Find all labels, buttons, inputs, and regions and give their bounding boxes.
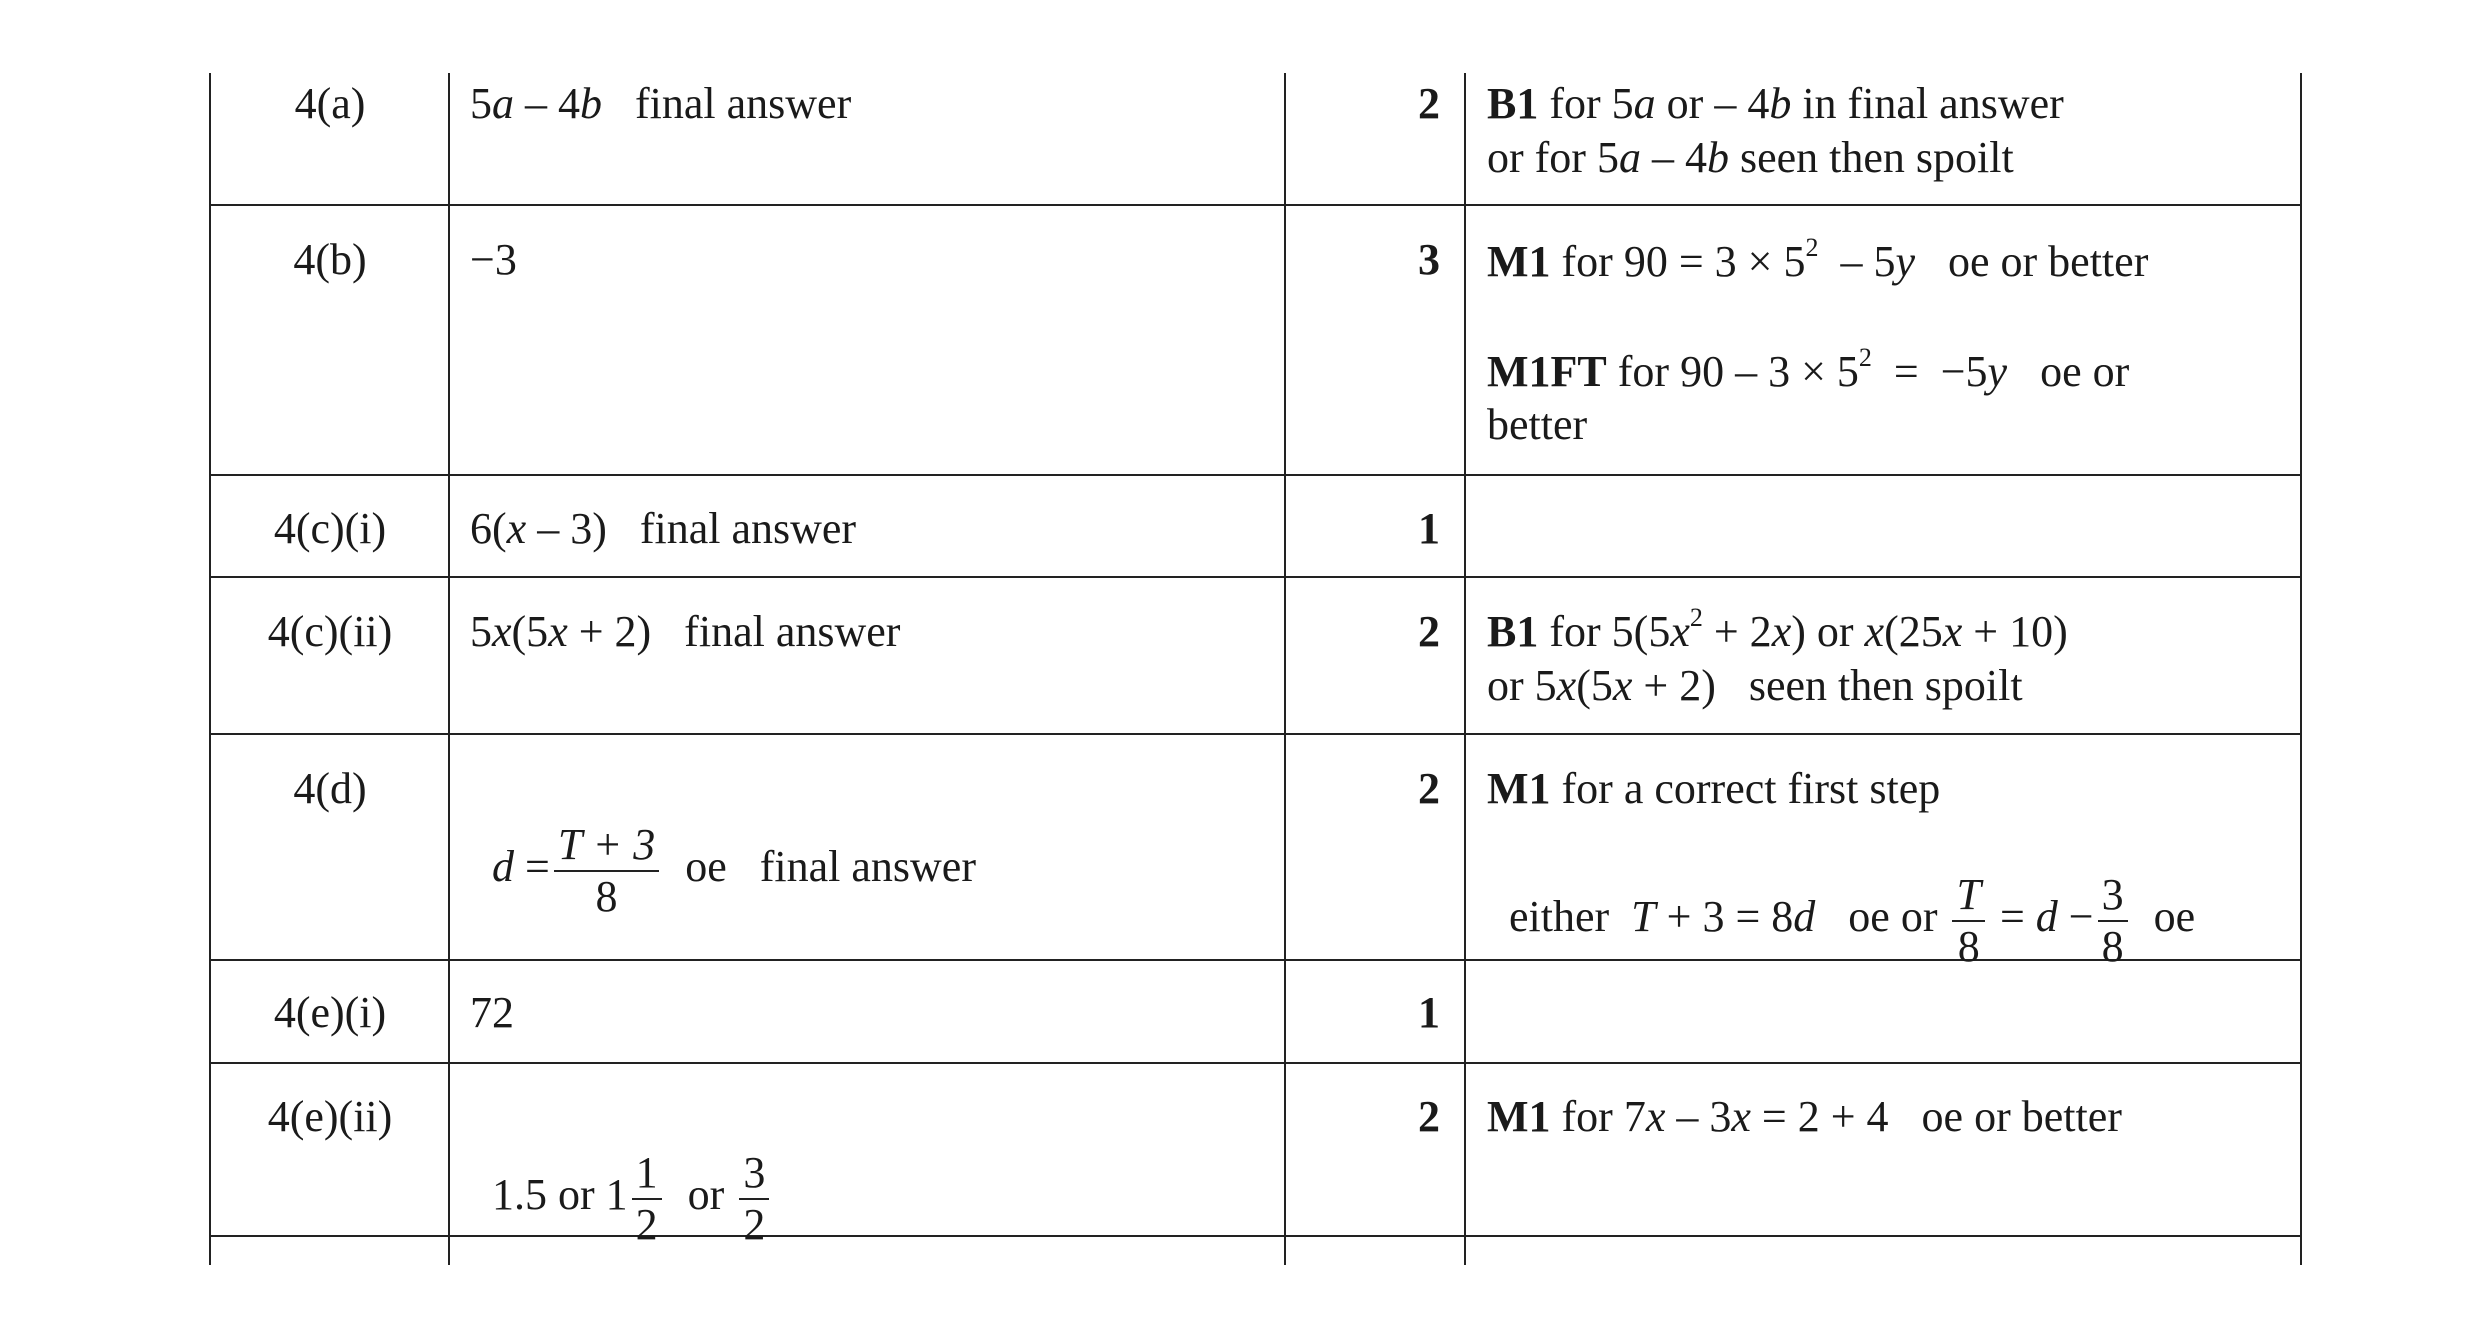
guidance-text: = −5 [1871,347,1988,396]
guidance-line [1487,77,2064,131]
mark-value: 2 [1418,79,1440,128]
variable: x [1612,661,1633,710]
mark-code: M1FT [1487,347,1607,396]
variable: x [1670,607,1690,656]
mark-code: B1 [1487,607,1539,656]
answer-text: 1.5 or 1 [492,1170,628,1220]
question-number: 4(d) [293,764,367,813]
fraction-numerator: 1 [632,1148,662,1200]
mark-value: 2 [1418,764,1440,813]
column-divider-marks [1464,73,1466,1265]
fraction-numerator: 3 [2098,870,2128,922]
question-number: 4(a) [294,79,366,128]
mark-value: 1 [1418,988,1440,1037]
fraction-denominator: 2 [743,1200,766,1249]
variable: x [1771,607,1792,656]
guidance-text: for 90 = 3 × 5 [1550,237,1806,286]
fraction [554,820,659,922]
guidance-text: either [1509,892,1632,942]
answer-text: 5 [470,607,492,656]
row-divider [210,204,2302,206]
fraction [1952,870,1984,972]
column-divider-answer [1284,73,1286,1265]
fraction-numerator [554,820,659,872]
question-number: 4(c)(i) [273,504,387,553]
answer-cell [470,766,976,922]
answer-text: = [514,842,550,892]
mark-code: M1 [1487,764,1551,813]
mark-value: 3 [1418,235,1440,284]
question-number: 4(e)(i) [273,988,387,1037]
answer-text: final answer [602,79,852,128]
fraction [632,1148,662,1250]
guidance-text: in final answer [1791,79,2064,128]
guidance-text: = 2 + 4 oe or better [1750,1092,2122,1141]
guidance-text: (5 [1576,661,1613,710]
numerator-text: T [1956,870,1981,919]
guidance-line [1487,762,1940,816]
answer-cell [470,1094,773,1250]
guidance-text: − [2057,892,2094,942]
fraction-denominator: 8 [2101,922,2124,971]
mark-code: M1 [1487,1092,1551,1141]
variable: a [492,79,514,128]
guidance-text: for 5 [1538,79,1634,128]
guidance-text: (25 [1884,607,1943,656]
guidance-text: oe or better [1915,237,2149,286]
mark-code: B1 [1487,79,1539,128]
guidance-text: + 10) [1962,607,2068,656]
mark-value: 1 [1418,504,1440,553]
guidance-text: ) or [1791,607,1865,656]
guidance-text: or for 5 [1487,133,1619,182]
guidance-text: + 2 [1702,607,1772,656]
variable: x [1864,607,1885,656]
variable: x [1731,1092,1751,1141]
guidance-text: oe or [2007,347,2130,396]
variable: y [1987,347,2008,396]
table-border-left [209,73,211,1265]
row-divider [210,733,2302,735]
guidance-text: or – 4 [1655,79,1770,128]
variable: x [548,607,568,656]
exponent: 2 [1858,343,1872,372]
variable: x [506,504,527,553]
mark-code: M1 [1487,237,1551,286]
guidance-text: for 5(5 [1538,607,1671,656]
numerator-text: T + 3 [557,820,656,869]
answer-text: (5 [511,607,549,656]
variable: x [492,607,512,656]
variable: a [1633,79,1656,128]
answer-cell [470,502,856,556]
answer-text: or [665,1170,736,1220]
variable: x [1645,1092,1666,1141]
variable: a [1618,133,1641,182]
fraction-numerator: 3 [739,1148,769,1200]
mark-value: 2 [1418,607,1440,656]
variable: b [1706,133,1729,182]
fraction [2098,870,2128,972]
guidance-text: – 4 [1640,133,1707,182]
guidance-text: for 90 – 3 × 5 [1606,347,1859,396]
guidance-line [1487,659,2023,713]
answer-text: – 4 [514,79,580,128]
variable: x [1942,607,1963,656]
variable: T [1631,892,1656,942]
answer-cell [470,605,900,659]
row-divider [210,576,2302,578]
variable: y [1895,237,1915,286]
variable: b [1769,79,1792,128]
guidance-text: or 5 [1487,661,1557,710]
column-divider-question [448,73,450,1265]
guidance-line [1487,235,2148,289]
variable: b [580,79,602,128]
guidance-text: + 3 = 8 [1655,892,1794,942]
question-number: 4(e)(ii) [267,1092,393,1141]
guidance-text: – 5 [1818,237,1896,286]
fraction-denominator: 2 [635,1200,658,1249]
guidance-text: + 2) seen then spoilt [1632,661,2023,710]
row-divider [210,1062,2302,1064]
mark-value: 2 [1418,1092,1440,1141]
guidance-line [1487,131,2014,185]
answer-cell: 72 [470,988,514,1037]
variable: x [1556,661,1577,710]
exponent: 2 [1805,233,1819,262]
answer-text: + 2) final answer [567,607,901,656]
guidance-text: for 7 [1550,1092,1646,1141]
guidance-line [1487,605,2068,659]
fraction-denominator: 8 [1957,922,1980,971]
fraction-numerator [1952,870,1984,922]
question-number: 4(c)(ii) [267,607,393,656]
answer-text: 5 [470,79,492,128]
guidance-text: oe [2131,892,2196,942]
answer-text: – 3) final answer [526,504,857,553]
guidance-line [1487,816,2195,972]
guidance-line [1487,1090,2122,1144]
question-number: 4(b) [293,235,367,284]
table-border-right [2300,73,2302,1265]
guidance-text: – 3 [1665,1092,1732,1141]
variable: d [492,842,514,892]
variable: d [2035,892,2058,942]
fraction [739,1148,769,1250]
row-divider [210,474,2302,476]
guidance-line: better [1487,400,1588,449]
guidance-text: = [1988,892,2036,942]
guidance-text: for a correct first step [1550,764,1941,813]
exponent: 2 [1689,603,1703,632]
variable: d [1793,892,1816,942]
answer-cell: −3 [470,235,517,284]
answer-text: oe final answer [663,842,976,892]
guidance-text: seen then spoilt [1728,133,2014,182]
guidance-text: oe or [1815,892,1949,942]
answer-text: 6( [470,504,507,553]
fraction-denominator: 8 [595,872,618,921]
guidance-line [1487,345,2129,399]
answer-cell [470,77,851,131]
